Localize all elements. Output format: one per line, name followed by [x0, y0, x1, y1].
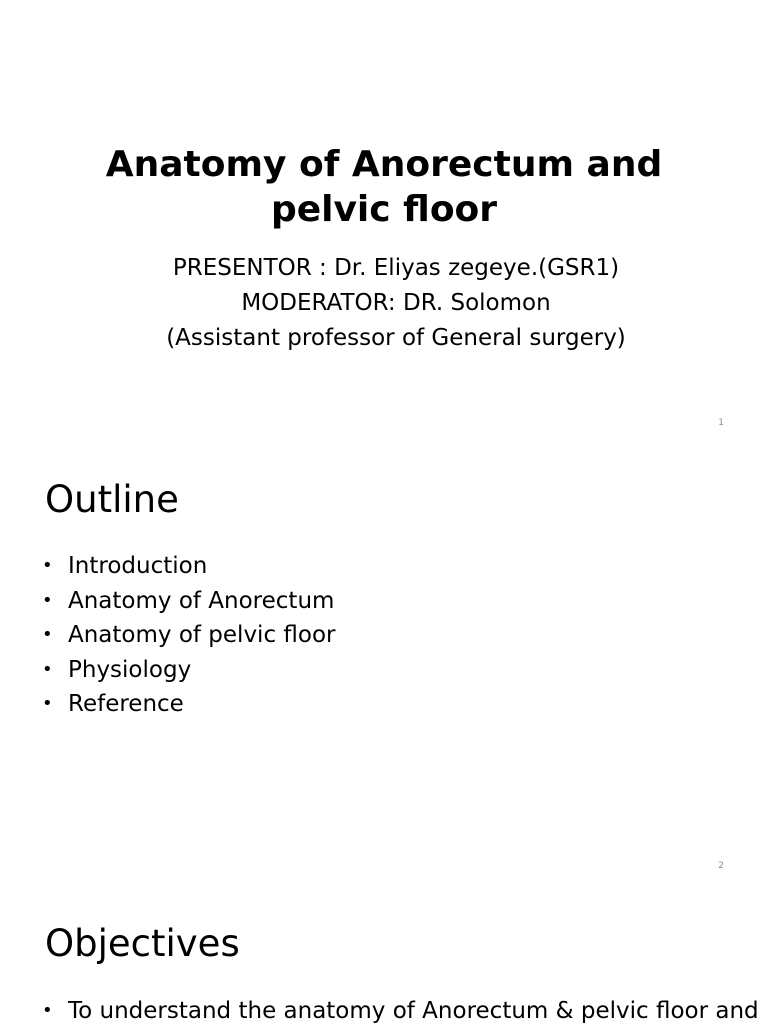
list-item: [42, 549, 336, 584]
list-item: [42, 994, 762, 1024]
presentor-line: PRESENTOR : Dr. Eliyas zegeye.(GSR1): [172, 255, 620, 281]
slide-1: [0, 0, 768, 443]
list-item-text: To understand the anatomy of Anorectum & pelvic floor and: [68, 998, 759, 1024]
slide-2: [0, 443, 768, 886]
bullet-icon: •: [42, 693, 53, 714]
objectives-title: Objectives: [45, 922, 240, 965]
slide-title: [40, 142, 728, 232]
list-item-text: Introduction: [68, 553, 208, 579]
moderator-role-line: (Assistant professor of General surgery): [166, 325, 626, 351]
list-item-text: Reference: [68, 691, 184, 717]
outline-list: [42, 549, 336, 722]
objectives-list: [42, 994, 762, 1024]
list-item-text: Anatomy of Anorectum: [68, 587, 335, 614]
bullet-icon: •: [42, 1000, 53, 1021]
list-item-text: Anatomy of pelvic floor: [68, 622, 336, 648]
list-item: [42, 687, 336, 722]
list-item-text: Physiology: [68, 656, 192, 683]
list-item: [42, 584, 336, 619]
list-item: [42, 653, 336, 688]
list-item: [42, 618, 336, 653]
bullet-icon: •: [42, 589, 53, 611]
page-number: 1: [718, 418, 724, 428]
title-line-2: pelvic floor: [270, 189, 498, 230]
slide-3: [0, 886, 768, 1024]
bullet-icon: •: [42, 624, 53, 645]
outline-title: Outline: [45, 478, 179, 521]
bullet-icon: •: [42, 658, 53, 680]
bullet-icon: •: [42, 555, 53, 576]
title-line-1: Anatomy of Anorectum and: [105, 144, 663, 185]
slide-subtitle: [40, 251, 752, 356]
page-number: 2: [718, 861, 724, 871]
moderator-line: MODERATOR: DR. Solomon: [241, 290, 551, 316]
